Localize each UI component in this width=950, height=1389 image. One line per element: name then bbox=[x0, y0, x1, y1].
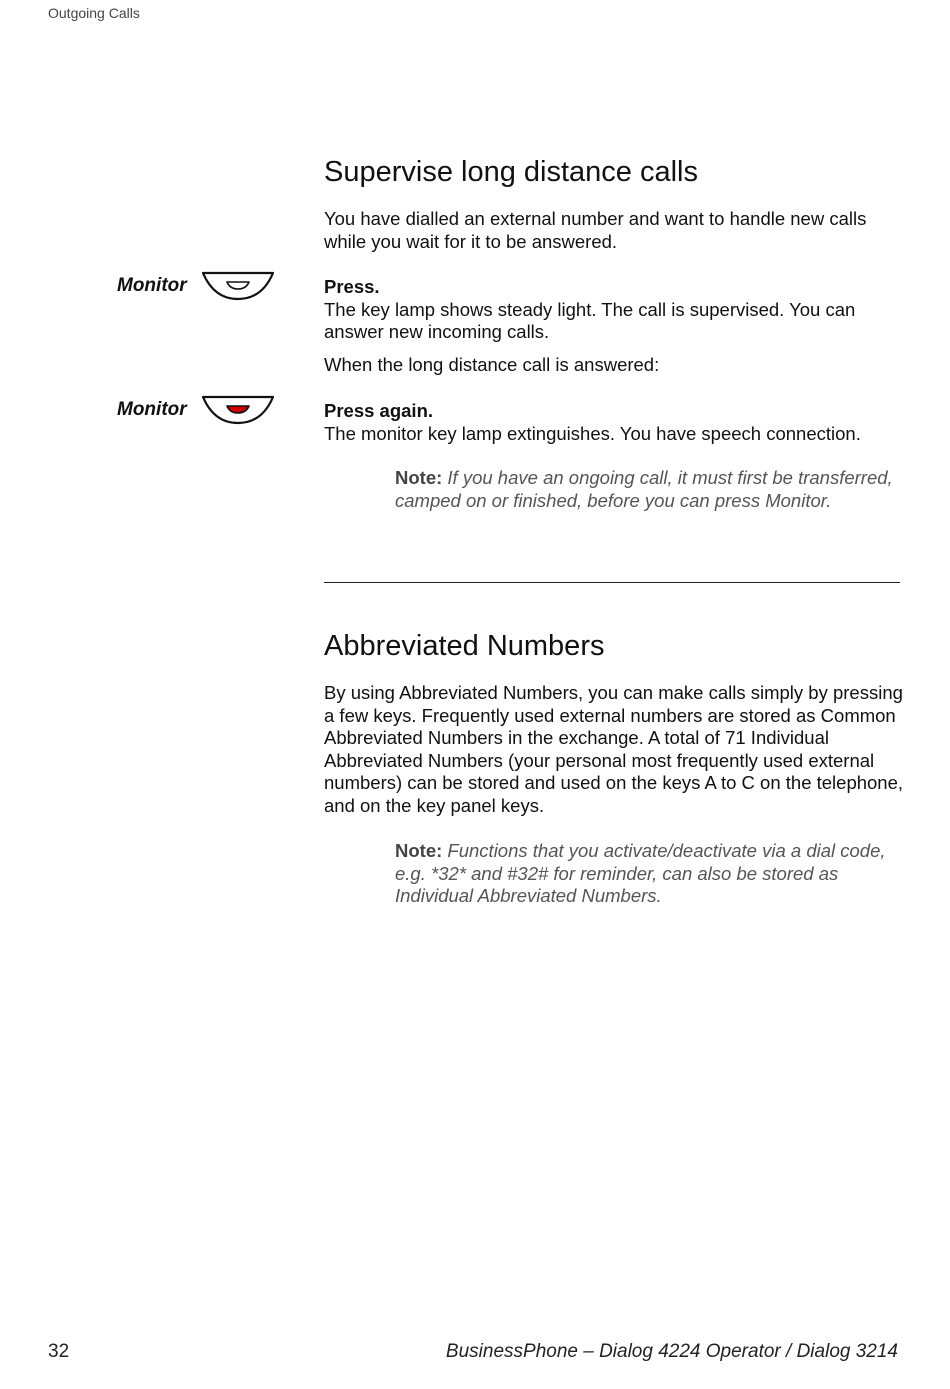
step-description: The key lamp shows steady light. The call is supervised. You can answer new incoming calls. bbox=[324, 298, 856, 342]
step-text bbox=[324, 400, 904, 445]
monitor-key-lamp-on-icon bbox=[200, 394, 276, 426]
section-title-supervise: Supervise long distance calls bbox=[324, 156, 698, 188]
monitor-key-lamp-off-icon bbox=[200, 270, 276, 302]
section-title-abbreviated: Abbreviated Numbers bbox=[324, 630, 605, 662]
note-dial-code bbox=[395, 840, 900, 908]
note-text: Functions that you activate/deactivate via a dial code, e.g. *32* and #32# for reminder, can also be stored as Individual Abbreviated Numbers. bbox=[395, 840, 886, 906]
step-key-label: Monitor bbox=[117, 275, 187, 296]
note-monitor bbox=[395, 467, 900, 512]
section-body: By using Abbreviated Numbers, you can make calls simply by pressing a few keys. Frequently used external numbers are stored as Common Abbreviated Numbers in the exchange. A total of 71 Individual Abbreviated Numbers (your personal most frequently used external numbers) can be stored and used on the keys A to C on the telephone, and on the key panel keys. bbox=[324, 682, 904, 816]
section-intro: You have dialled an external number and want to handle new calls while you wait for it to be answered. bbox=[324, 208, 867, 252]
step-action: Press again. bbox=[324, 400, 434, 421]
running-header: Outgoing Calls bbox=[48, 5, 140, 21]
step-description: The monitor key lamp extinguishes. You have speech connection. bbox=[324, 422, 861, 444]
section-divider bbox=[324, 582, 900, 583]
footer-title: BusinessPhone – Dialog 4224 Operator / Dialog 3214 bbox=[445, 1341, 898, 1362]
note-label: Note: bbox=[395, 467, 443, 488]
page-number: 32 bbox=[48, 1341, 70, 1362]
note-label: Note: bbox=[395, 840, 443, 861]
step-action: Press. bbox=[324, 276, 380, 297]
note-text: If you have an ongoing call, it must first be transferred, camped on or finished, before you can press Monitor. bbox=[395, 467, 893, 511]
between-text: When the long distance call is answered: bbox=[324, 354, 660, 375]
step-key-label: Monitor bbox=[117, 399, 187, 420]
step-text bbox=[324, 276, 904, 344]
